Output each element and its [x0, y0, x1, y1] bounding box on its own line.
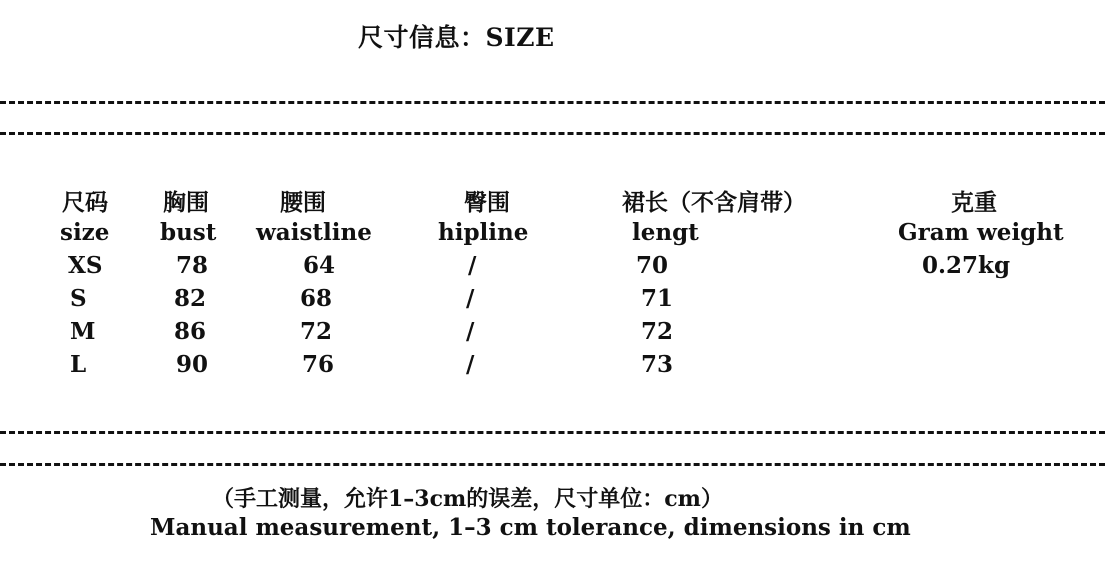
header-weight-cn: 克重	[951, 189, 997, 216]
cell-waist: 68	[300, 285, 333, 312]
header-bust-en: bust	[160, 219, 217, 246]
header-length-en: lengt	[632, 219, 699, 246]
cell-weight: 0.27kg	[922, 252, 1011, 279]
cell-length: 71	[641, 285, 674, 312]
header-bust-cn: 胸围	[163, 189, 209, 216]
header-hip-cn: 臀围	[464, 189, 510, 216]
cell-hip: /	[466, 351, 475, 378]
header-size-en: size	[60, 219, 110, 246]
divider-bottom-1	[0, 431, 1105, 434]
cell-length: 70	[636, 252, 669, 279]
divider-bottom-2	[0, 463, 1105, 466]
cell-length: 72	[641, 318, 674, 345]
cell-waist: 72	[300, 318, 333, 345]
cell-size: L	[70, 351, 87, 378]
cell-bust: 86	[174, 318, 207, 345]
header-length-cn: 裙长（不含肩带）	[622, 189, 806, 216]
header-size-cn: 尺码	[62, 189, 108, 216]
divider-top-1	[0, 101, 1105, 104]
header-hip-en: hipline	[438, 219, 529, 246]
header-waist-en: waistline	[256, 219, 372, 246]
page-title: 尺寸信息：SIZE	[358, 23, 555, 52]
measurement-note-en: Manual measurement, 1–3 cm tolerance, dimensions in cm	[150, 514, 911, 541]
cell-size: XS	[68, 252, 103, 279]
measurement-note-cn: （手工测量，允许1–3cm的误差，尺寸单位：cm）	[212, 486, 723, 512]
cell-hip: /	[466, 318, 475, 345]
cell-waist: 64	[303, 252, 336, 279]
cell-length: 73	[641, 351, 674, 378]
cell-bust: 90	[176, 351, 209, 378]
cell-hip: /	[466, 285, 475, 312]
cell-waist: 76	[302, 351, 335, 378]
header-waist-cn: 腰围	[280, 189, 326, 216]
cell-size: M	[70, 318, 96, 345]
cell-size: S	[70, 285, 87, 312]
cell-hip: /	[468, 252, 477, 279]
cell-bust: 78	[176, 252, 209, 279]
cell-bust: 82	[174, 285, 207, 312]
divider-top-2	[0, 132, 1105, 135]
header-weight-en: Gram weight	[898, 219, 1064, 246]
